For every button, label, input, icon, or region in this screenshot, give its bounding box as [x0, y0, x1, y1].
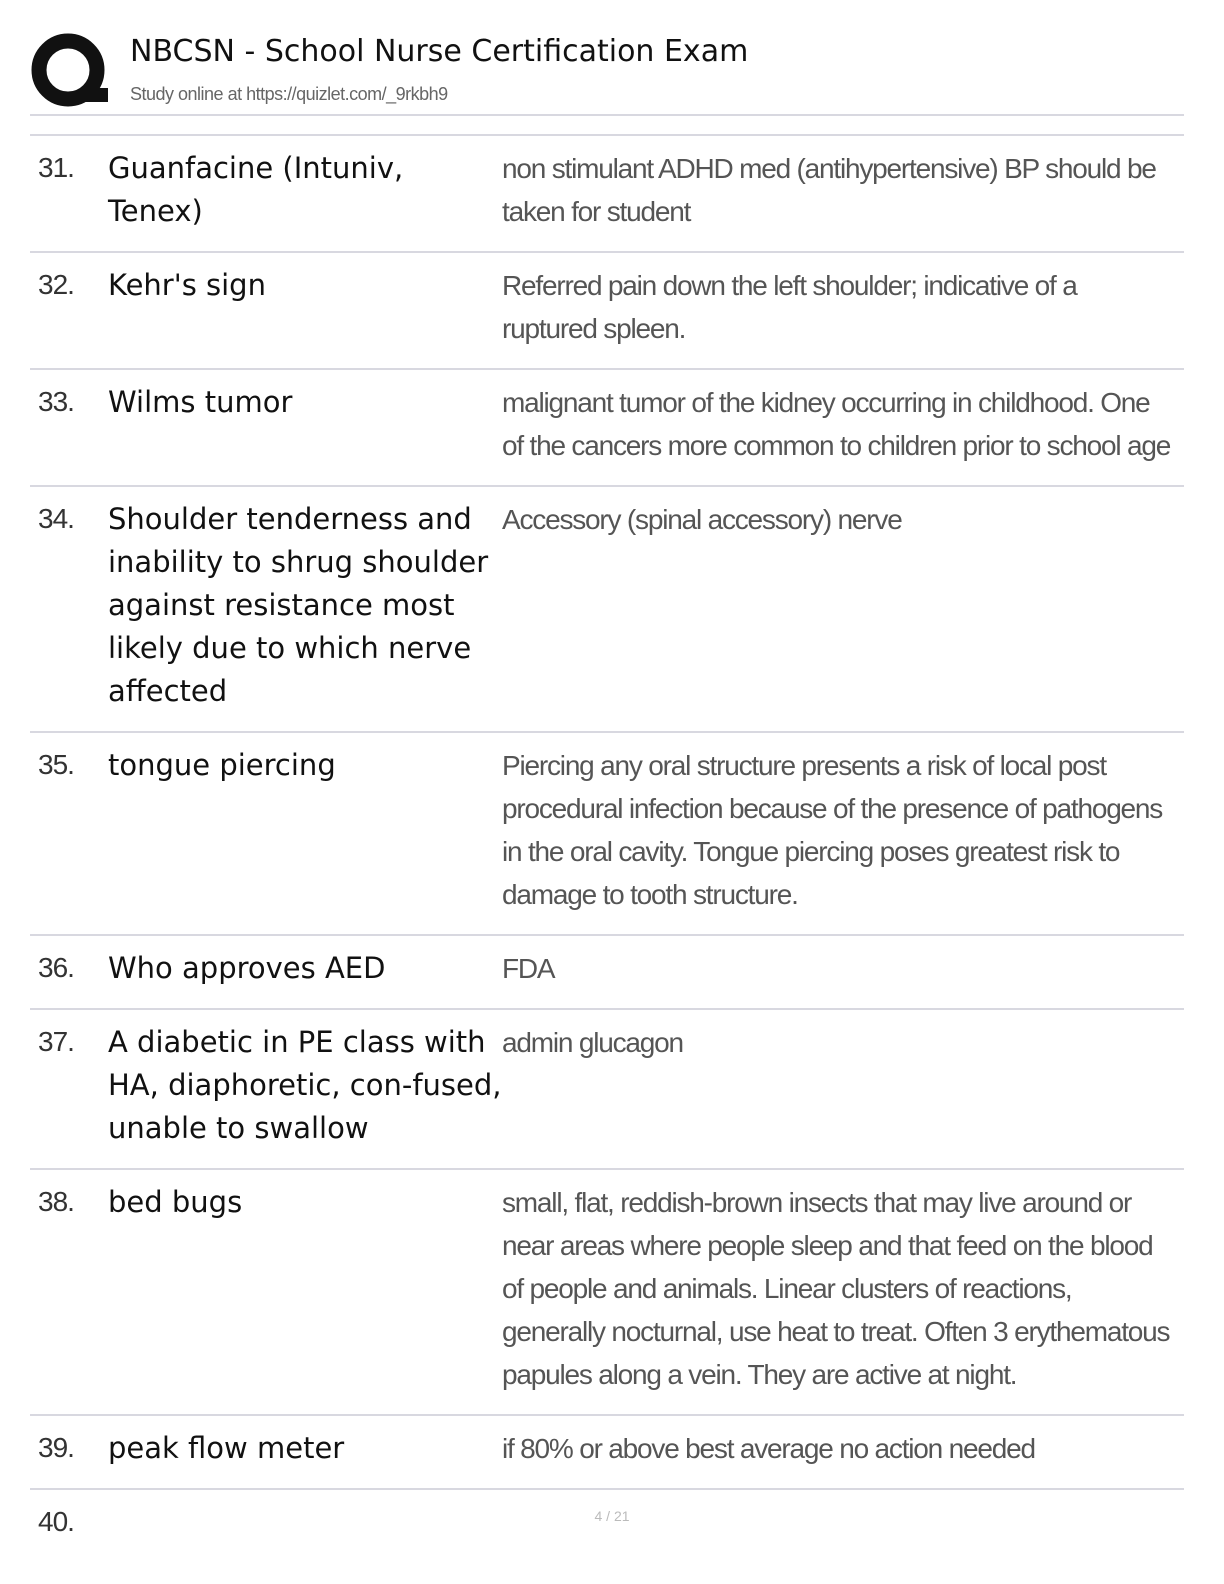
card-number: 40. [38, 1506, 74, 1537]
table-row [30, 370, 1184, 487]
card-definition: small, flat, reddish-brown insects that may live around or near areas where people sleep and that feed on the blood of people and animals. Linear clusters of reactions, generally nocturnal, use heat to treat. Often 3 erythematous papules along a vein. They are active at night. [502, 1187, 1170, 1390]
table-row [30, 1416, 1184, 1490]
table-row [30, 733, 1184, 936]
card-number: 37. [38, 1026, 74, 1057]
card-term: Guanfacine (Intuniv, Tenex) [108, 151, 404, 228]
quizlet-logo-icon [30, 32, 110, 112]
card-number: 31. [38, 152, 74, 183]
page-header [30, 28, 1186, 114]
card-number: 38. [38, 1186, 74, 1217]
table-row [30, 136, 1184, 253]
card-definition: Accessory (spinal accessory) nerve [502, 504, 902, 535]
study-online-link[interactable]: Study online at https://quizlet.com/_9rkbh9 [130, 84, 448, 104]
card-number: 39. [38, 1432, 74, 1463]
card-term: A diabetic in PE class with HA, diaphoretic, con-fused, unable to swallow [108, 1025, 502, 1145]
card-term: Who approves AED [108, 951, 386, 985]
card-term: bed bugs [108, 1185, 243, 1219]
page-title: NBCSN - School Nurse Certification Exam [130, 34, 749, 69]
page-number: 4 / 21 [594, 1508, 630, 1524]
card-term: Shoulder tenderness and inability to shrug shoulder against resistance most likely due to which nerve affected [108, 502, 489, 708]
card-number: 35. [38, 749, 74, 780]
card-term: peak flow meter [108, 1431, 345, 1465]
card-definition: Referred pain down the left shoulder; indicative of a ruptured spleen. [502, 270, 1077, 344]
table-row [30, 1170, 1184, 1416]
card-term: Kehr's sign [108, 268, 266, 302]
table-row [30, 1010, 1184, 1170]
card-definition: Piercing any oral structure presents a risk of local post procedural infection because of the presence of pathogens in the oral cavity. Tongue piercing poses greatest risk to damage to tooth structure. [502, 750, 1163, 910]
card-definition: malignant tumor of the kidney occurring in childhood. One of the cancers more common to children prior to school age [502, 387, 1171, 461]
table-row [30, 253, 1184, 370]
card-term: Wilms tumor [108, 385, 293, 419]
flashcard-table [30, 136, 1184, 1538]
header-divider [30, 114, 1184, 116]
card-definition: FDA [502, 953, 555, 984]
card-number: 36. [38, 952, 74, 983]
card-term: tongue piercing [108, 748, 336, 782]
card-number: 34. [38, 503, 74, 534]
card-definition: if 80% or above best average no action needed [502, 1433, 1035, 1464]
table-row [30, 487, 1184, 733]
table-row [30, 936, 1184, 1010]
card-number: 33. [38, 386, 74, 417]
card-number: 32. [38, 269, 74, 300]
card-definition: non stimulant ADHD med (antihypertensive) BP should be taken for student [502, 153, 1156, 227]
card-definition: admin glucagon [502, 1027, 683, 1058]
